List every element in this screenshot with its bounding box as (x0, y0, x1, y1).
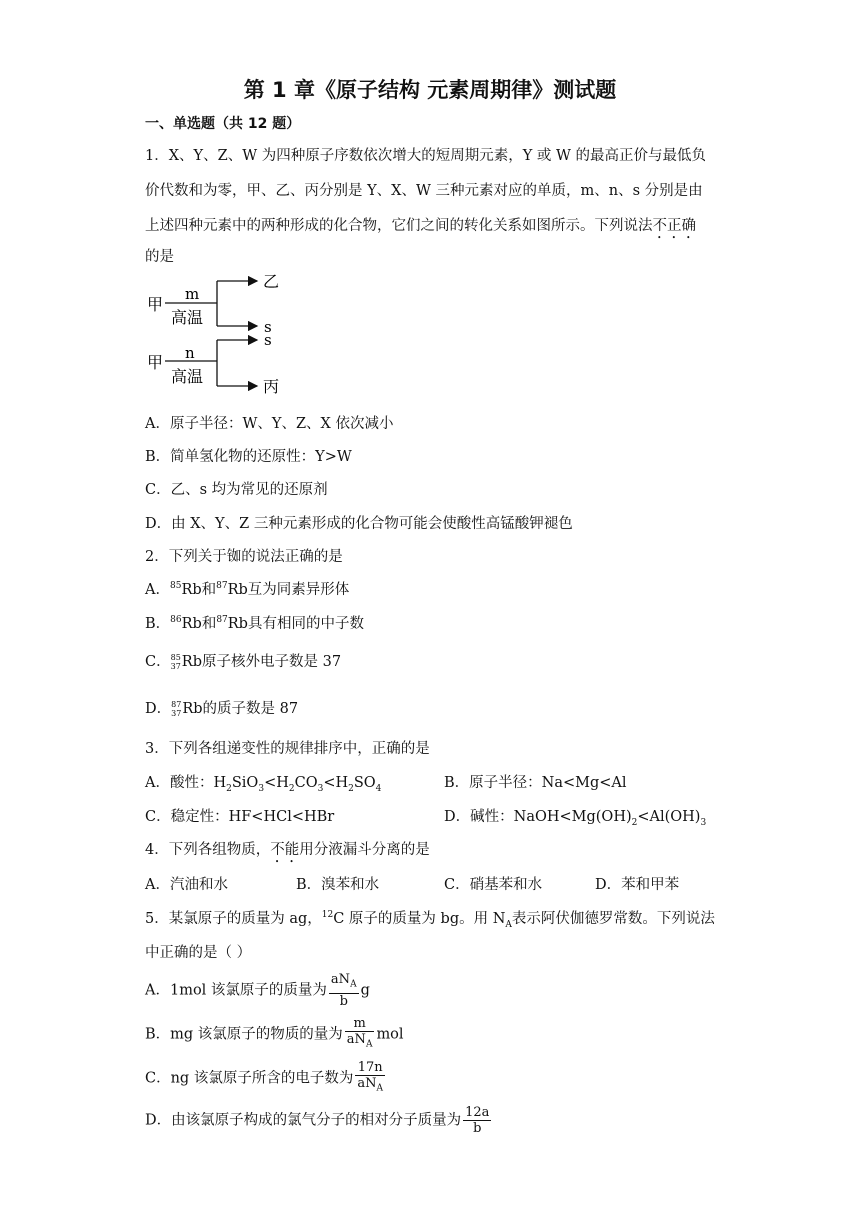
q5-c-denominator (355, 1076, 385, 1097)
q2-b-element-1: Rb (181, 616, 202, 632)
q3-option-b: B．原子半径：Na<Mg<Al (444, 775, 627, 791)
q2-c-mass: 85 (170, 653, 181, 662)
q1-line-3-text: 上述四种元素中的两种形成的化合物，它们之间的转化关系如图所示。下列说法 (145, 218, 653, 234)
q4-stem (145, 838, 430, 866)
q1-option-d: D．由 X、Y、Z 三种元素形成的化合物可能会使酸性高锰酸钾褪色 (145, 516, 573, 532)
q5-d-numerator: 12a (465, 1105, 490, 1120)
q5-b-denominator (345, 1032, 375, 1053)
q5-a-unit: g (360, 982, 370, 999)
q5-d-denominator: b (473, 1121, 482, 1136)
diagram-reactant-jia-1: 甲 (147, 295, 164, 314)
q5-c-numerator: 17n (355, 1060, 385, 1076)
q5-line-1 (145, 907, 715, 930)
diagram-condition-1: 高温 (171, 308, 204, 327)
q3-a-sub-3: 2 (288, 783, 295, 794)
q3-stem: 3．下列各组递变性的规律排序中，正确的是 (145, 741, 430, 757)
q2-d-text: 的质子数是 87 (202, 701, 299, 717)
q4-option-a: A．汽油和水 (145, 877, 228, 893)
section-heading: 一、单选题（共 12 题） (145, 116, 301, 132)
q2-b-and: 和 (201, 616, 217, 632)
q4-stem-post: 用分液漏斗分离的是 (299, 842, 430, 858)
q3-a-sub-6: 4 (375, 783, 382, 794)
q5-a-text: A．1mol 该氯原子的质量为 (145, 982, 327, 999)
q5-option-d (145, 1105, 493, 1136)
q2-b-label: B． (145, 616, 171, 632)
q2-a-label: A． (145, 582, 170, 598)
q4-stem-pre: 4．下列各组物质， (145, 842, 271, 858)
q3-a-text-2: SiO (231, 775, 259, 791)
q5-c-text: C．ng 该氯原子所含的电子数为 (145, 1070, 354, 1087)
q5-l1-text-2: C 原子的质量为 bg。用 N (333, 911, 506, 927)
diagram-product-bing: 丙 (263, 377, 280, 396)
q5-b-den-text: aN (346, 1032, 366, 1047)
diagram-reagent-m: m (185, 285, 200, 303)
q2-option-c (145, 650, 341, 671)
q2-b-mass-2: 87 (216, 615, 228, 626)
q5-l1-sup: 12 (321, 910, 334, 921)
q5-a-num-text: aN (330, 972, 351, 987)
q5-c-fraction (355, 1060, 385, 1097)
diagram-product-yi: 乙 (263, 272, 280, 291)
q2-a-mass-1: 85 (169, 581, 182, 592)
q3-a-sub-5: 2 (348, 783, 354, 794)
reaction-diagram (145, 270, 285, 398)
q2-c-isotope (171, 653, 181, 671)
q3-a-text-3: <H (264, 775, 289, 791)
q2-d-atomic-number: 37 (171, 709, 182, 718)
q4-option-d: D．苯和甲苯 (595, 877, 680, 893)
q5-b-numerator: m (345, 1016, 375, 1032)
diagram-reactant-jia-2: 甲 (147, 353, 164, 372)
q2-b-text: 具有相同的中子数 (247, 616, 364, 632)
q5-c-den-text: aN (357, 1076, 377, 1091)
q3-option-c: C．稳定性：HF<HCl<HBr (145, 809, 335, 825)
q2-b-mass-1: 86 (170, 615, 182, 626)
q3-a-text-4: CO (294, 775, 318, 791)
q5-l1-text-3: 表示阿伏伽德罗常数。下列说法 (511, 911, 715, 927)
q2-c-text: 原子核外电子数是 37 (202, 654, 342, 670)
q2-a-and: 和 (201, 582, 217, 598)
q2-a-element-2: Rb (227, 582, 248, 598)
q5-d-fraction (463, 1105, 491, 1136)
q2-option-d (145, 697, 298, 718)
q3-d-text-1: D．碱性：NaOH<Mg(OH) (444, 809, 632, 825)
q3-a-text-5: <H (323, 775, 349, 791)
q5-l1-sub: A (505, 919, 512, 930)
q3-option-d (444, 805, 706, 828)
q3-a-sub-4: 3 (317, 783, 324, 794)
q5-option-b (145, 1016, 404, 1053)
q5-a-num-sub: A (350, 979, 357, 990)
q2-option-b (145, 612, 364, 633)
diagram-reagent-n: n (185, 344, 195, 362)
q2-a-mass-2: 87 (216, 581, 228, 592)
q2-d-element: Rb (182, 701, 203, 717)
page-title: 第 1 章《原子结构 元素周期律》测试题 (243, 78, 617, 102)
q2-option-a (145, 578, 349, 599)
q5-l1-text-1: 5．某氯原子的质量为 ag， (145, 911, 322, 927)
q5-d-text: D．由该氯原子构成的氯气分子的相对分子质量为 (145, 1112, 462, 1129)
q5-a-fraction (329, 972, 359, 1009)
q5-option-a (145, 972, 370, 1009)
q1-line-1: 1．X、Y、Z、W 为四种原子序数依次增大的短周期元素，Y 或 W 的最高正价与最低负 (145, 148, 707, 164)
q5-line-2: 中正确的是（ ） (145, 945, 252, 961)
q5-a-numerator (329, 972, 359, 994)
q5-c-den-sub: A (376, 1083, 383, 1094)
q2-d-isotope (171, 700, 181, 718)
q3-a-sub-1: 2 (226, 783, 232, 794)
q1-line-4: 的是 (145, 249, 174, 265)
q1-option-a: A．原子半径：W、Y、Z、X 依次减小 (145, 416, 394, 432)
q3-a-text-6: SO (353, 775, 376, 791)
q5-b-fraction (345, 1016, 375, 1053)
q3-d-text-2: <Al(OH) (637, 809, 701, 825)
q3-a-sub-2: 3 (258, 783, 265, 794)
q5-b-text: B．mg 该氯原子的物质的量为 (145, 1026, 343, 1043)
q2-b-element-2: Rb (227, 616, 248, 632)
q5-option-c (145, 1060, 387, 1097)
q5-b-den-sub: A (365, 1039, 373, 1050)
q1-line-3 (145, 214, 696, 242)
diagram-product-s-1: s (264, 318, 272, 336)
q2-c-label: C． (145, 654, 171, 670)
q2-d-mass: 87 (171, 700, 182, 709)
q2-c-element: Rb (181, 654, 202, 670)
q2-c-atomic-number: 37 (170, 662, 181, 671)
q2-a-text: 互为同素异形体 (247, 582, 350, 598)
q1-emphasis-text: 不正确 (652, 218, 696, 234)
q4-option-b: B．溴苯和水 (296, 877, 380, 893)
q1-line-2: 价代数和为零，甲、乙、丙分别是 Y、X、W 三种元素对应的单质，m、n、s 分别是由 (145, 183, 703, 199)
q4-emphasis-text: 不能 (270, 842, 300, 858)
q4-option-c: C．硝基苯和水 (444, 877, 543, 893)
q3-d-sub-2: 3 (700, 817, 707, 828)
q2-a-element-1: Rb (181, 582, 202, 598)
q5-a-denominator: b (339, 993, 348, 1009)
q1-option-c: C．乙、s 均为常见的还原剂 (145, 482, 328, 498)
q5-b-unit: mol (376, 1026, 404, 1043)
q2-stem: 2．下列关于铷的说法正确的是 (145, 549, 343, 565)
q3-d-sub-1: 2 (631, 817, 638, 828)
q3-a-text-1: A．酸性：H (145, 775, 227, 791)
q2-d-label: D． (145, 701, 172, 717)
diagram-condition-2: 高温 (171, 367, 204, 386)
diagram-product-s-2: s (264, 331, 272, 349)
q1-option-b: B．简单氢化物的还原性：Y>W (145, 449, 352, 465)
q3-option-a (145, 771, 381, 794)
